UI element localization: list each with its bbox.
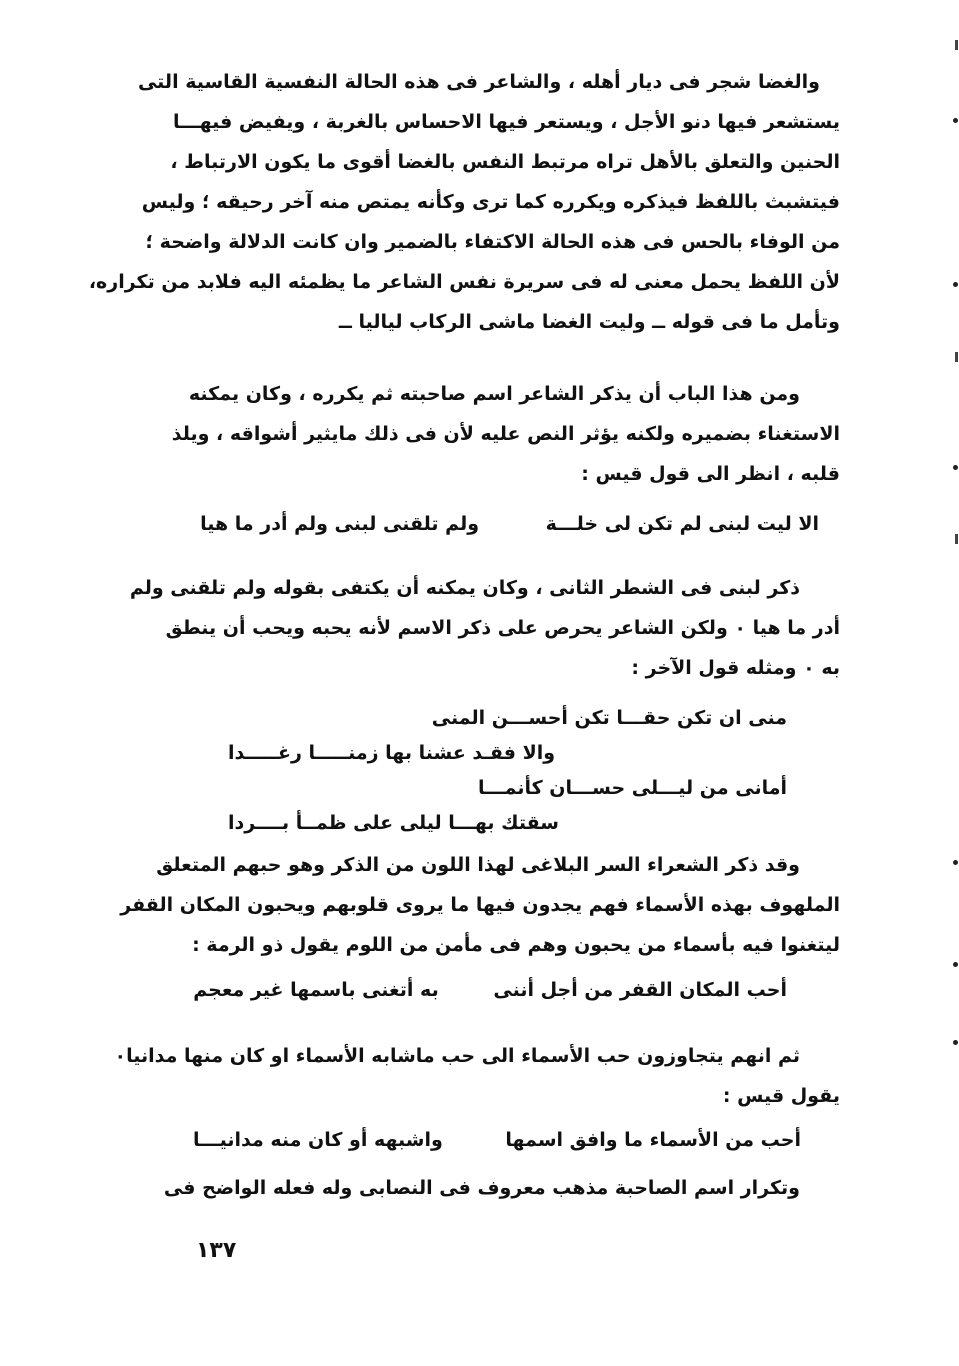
scan-mark xyxy=(955,40,958,50)
text-line: الملهوف بهذه الأسماء فهم يجدون فيها ما يروى قلوبهم ويحبون المكان القفر xyxy=(120,894,840,916)
text-line: ليتغنوا فيه بأسماء من يحبون وهم فى مأمن من اللوم يقول ذو الرمة : xyxy=(192,934,840,956)
scan-mark xyxy=(953,282,958,287)
paragraph-poets-secret xyxy=(120,845,840,965)
verse-line: والا فقـد عشنا بها زمنـــــا رغـــــدا xyxy=(228,742,556,764)
text-line: من الوفاء بالحس فى هذه الحالة الاكتفاء بالضمير وان كانت الدلالة واضحة ؛ xyxy=(145,231,840,253)
page-number: ١٣٧ xyxy=(196,1238,237,1263)
verse-second-hemistich: به أتغنى باسمها غير معجم xyxy=(193,979,439,1001)
text-line: وتكرار اسم الصاحبة مذهب معروف فى النصابى وله فعله الواضح فى xyxy=(163,1177,800,1199)
scan-mark xyxy=(953,860,958,865)
verse-line: سقتك بهـــا ليلى على ظمــأ بــــردا xyxy=(228,812,559,834)
paragraph-ghada xyxy=(88,62,840,342)
text-line: ثم انهم يتجاوزون حب الأسماء الى حب ماشابه الأسماء او كان منها مدانيا٠ xyxy=(114,1045,800,1067)
text-line: وقد ذكر الشعراء السر البلاغى لهذا اللون من الذكر وهو حبهم المتعلق xyxy=(156,854,800,876)
verse-second-hemistich: ولم تلقنى لبنى ولم أدر ما هيا xyxy=(200,513,480,535)
verse-first-hemistich: أحب المكان القفر من أجل أننى xyxy=(493,979,787,1001)
text-line: الاستغناء بضميره ولكنه يؤثر النص عليه لأن فى ذلك مايثير أشواقه ، ويلذ xyxy=(171,423,840,445)
text-line: يستشعر فيها دنو الأجل ، ويستعر فيها الاحساس بالغربة ، ويفيض فيهـــا xyxy=(172,111,840,133)
text-line: ومن هذا الباب أن يذكر الشاعر اسم صاحبته ثم يكرره ، وكان يمكنه xyxy=(188,383,800,405)
scan-mark xyxy=(955,534,958,544)
text-line: قلبه ، انظر الى قول قيس : xyxy=(581,463,840,485)
verse-qays-lubna xyxy=(200,504,819,544)
scan-mark xyxy=(953,465,958,470)
paragraph-lubna-comment xyxy=(129,568,840,688)
text-line: الحنين والتعلق بالأهل تراه مرتبط النفس بالغضا أقوى ما يكون الارتباط ، xyxy=(170,151,840,173)
scan-mark xyxy=(955,352,958,362)
text-line: ذكر لبنى فى الشطر الثانى ، وكان يمكنه أن يكتفى بقوله ولم تلقنى ولم xyxy=(129,577,800,599)
verse-qays-names xyxy=(193,1120,801,1160)
text-line: لأن اللفظ يحمل معنى له فى سريرة نفس الشاعر ما يظمئه اليه فلابد من تكراره، xyxy=(88,271,840,293)
scan-mark xyxy=(953,118,958,123)
paragraph-similar-names xyxy=(114,1036,840,1116)
verse-dhu-al-rumma xyxy=(193,970,787,1010)
verse-first-hemistich: الا ليت لبنى لم تكن لى خلـــة xyxy=(545,513,819,535)
paragraph-name-tradition xyxy=(160,1168,840,1208)
text-line: والغضا شجر فى ديار أهله ، والشاعر فى هذه الحالة النفسية القاسية التى xyxy=(137,71,820,93)
text-line: أدر ما هيا ٠ ولكن الشاعر يحرص على ذكر الاسم لأنه يحبه ويحب أن ينطق xyxy=(165,617,840,639)
verse-line: منى ان تكن حقـــا تكن أحســـن المنى xyxy=(431,707,787,729)
text-line: يقول قيس : xyxy=(722,1085,840,1107)
scan-mark xyxy=(953,962,958,967)
verse-second-hemistich: واشبهه أو كان منه مدانيـــا xyxy=(192,1129,443,1151)
verse-line: أمانى من ليـــلى حســـان كأنمـــا xyxy=(478,777,787,799)
paragraph-name-repetition xyxy=(160,374,840,494)
text-line: فيتشبث باللفظ فيذكره ويكرره كما ترى وكأنه يمتص منه آخر رحيقه ؛ وليس xyxy=(141,191,840,213)
scan-mark xyxy=(953,1040,958,1045)
text-line: وتأمل ما فى قوله ــ وليت الغضا ماشى الركاب لياليا ــ xyxy=(338,311,840,333)
verse-first-hemistich: أحب من الأسماء ما وافق اسمها xyxy=(505,1129,801,1151)
text-line: به ٠ ومثله قول الآخر : xyxy=(631,657,840,679)
